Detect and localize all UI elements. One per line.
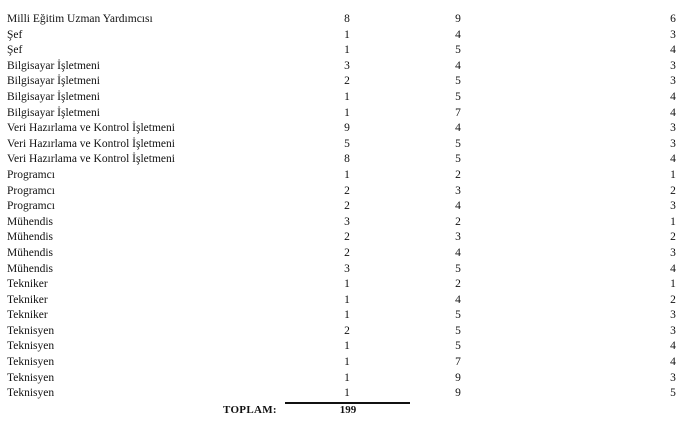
position-title-cell: Teknisyen — [7, 371, 55, 384]
position-title-cell: Programcı — [7, 184, 55, 197]
column-1-value: 3 — [344, 59, 350, 72]
column-2-value: 5 — [455, 340, 461, 353]
column-2-value: 4 — [455, 293, 461, 306]
table-row — [0, 199, 698, 215]
column-1-value: 1 — [344, 309, 350, 322]
column-3-value: 4 — [670, 106, 676, 119]
column-3-value: 1 — [670, 215, 676, 228]
total-value: 199 — [339, 404, 357, 416]
position-title-cell: Teknisyen — [7, 340, 55, 353]
column-2-value: 4 — [455, 28, 461, 41]
column-3-value: 3 — [670, 200, 676, 213]
position-title-cell: Programcı — [7, 168, 55, 181]
table-row — [0, 355, 698, 371]
column-2-value: 5 — [455, 90, 461, 103]
column-1-value: 5 — [344, 137, 350, 150]
column-2-value: 9 — [455, 371, 461, 384]
column-1-value: 1 — [344, 28, 350, 41]
position-title-cell: Teknisyen — [7, 387, 55, 400]
column-2-value: 5 — [455, 137, 461, 150]
column-2-value: 5 — [455, 324, 461, 337]
position-title-cell: Programcı — [7, 200, 55, 213]
position-title-cell: Tekniker — [7, 309, 48, 322]
column-2-value: 5 — [455, 309, 461, 322]
table-row — [0, 371, 698, 387]
column-2-value: 4 — [455, 122, 461, 135]
position-title-cell: Şef — [7, 28, 23, 41]
table-row — [0, 59, 698, 75]
column-3-value: 3 — [670, 324, 676, 337]
table-row — [0, 215, 698, 231]
column-2-value: 4 — [455, 200, 461, 213]
table-row — [0, 262, 698, 278]
table-row — [0, 152, 698, 168]
column-2-value: 2 — [455, 215, 461, 228]
position-title-cell: Bilgisayar İşletmeni — [7, 106, 100, 119]
column-2-value: 5 — [455, 44, 461, 57]
column-1-value: 9 — [344, 122, 350, 135]
column-1-value: 1 — [344, 278, 350, 291]
column-3-value: 4 — [670, 90, 676, 103]
column-3-value: 4 — [670, 153, 676, 166]
column-1-value: 1 — [344, 168, 350, 181]
column-3-value: 3 — [670, 309, 676, 322]
position-title-cell: Teknisyen — [7, 356, 55, 369]
column-3-value: 4 — [670, 340, 676, 353]
column-3-value: 1 — [670, 278, 676, 291]
table-row — [0, 137, 698, 153]
table-row — [0, 230, 698, 246]
column-2-value: 5 — [455, 262, 461, 275]
table-row — [0, 74, 698, 90]
column-2-value: 4 — [455, 246, 461, 259]
table-row — [0, 28, 698, 44]
column-3-value: 3 — [670, 59, 676, 72]
column-3-value: 5 — [670, 387, 676, 400]
position-title-cell: Bilgisayar İşletmeni — [7, 59, 100, 72]
table-row — [0, 43, 698, 59]
column-1-value: 1 — [344, 371, 350, 384]
column-3-value: 1 — [670, 168, 676, 181]
column-2-value: 3 — [455, 231, 461, 244]
position-title-cell: Milli Eğitim Uzman Yardımcısı — [7, 13, 153, 25]
column-1-value: 1 — [344, 44, 350, 57]
column-2-value: 2 — [455, 168, 461, 181]
column-2-value: 7 — [455, 356, 461, 369]
table-row — [0, 339, 698, 355]
column-1-value: 3 — [344, 262, 350, 275]
table-row — [0, 293, 698, 309]
column-3-value: 3 — [670, 137, 676, 150]
table-row — [0, 277, 698, 293]
column-3-value: 3 — [670, 75, 676, 88]
table-row — [0, 324, 698, 340]
column-2-value: 3 — [455, 184, 461, 197]
position-title-cell: Veri Hazırlama ve Kontrol İşletmeni — [7, 122, 175, 135]
table-row — [0, 386, 698, 402]
column-1-value: 2 — [344, 246, 350, 259]
column-2-value: 5 — [455, 75, 461, 88]
position-title-cell: Tekniker — [7, 293, 48, 306]
column-1-value: 1 — [344, 106, 350, 119]
table-row — [0, 308, 698, 324]
position-title-cell: Şef — [7, 44, 23, 57]
position-title-cell: Mühendis — [7, 215, 53, 228]
column-3-value: 3 — [670, 122, 676, 135]
column-1-value: 1 — [344, 293, 350, 306]
staff-table — [0, 12, 698, 402]
table-row — [0, 90, 698, 106]
column-1-value: 2 — [344, 184, 350, 197]
table-row — [0, 246, 698, 262]
column-3-value: 4 — [670, 44, 676, 57]
column-2-value: 2 — [455, 278, 461, 291]
column-1-value: 8 — [344, 13, 350, 25]
column-1-value: 1 — [344, 356, 350, 369]
column-2-value: 4 — [455, 59, 461, 72]
position-title-cell: Teknisyen — [7, 324, 55, 337]
column-3-value: 2 — [670, 231, 676, 244]
column-1-value: 2 — [344, 231, 350, 244]
column-3-value: 4 — [670, 262, 676, 275]
table-row — [0, 168, 698, 184]
column-1-value: 1 — [344, 387, 350, 400]
position-title-cell: Tekniker — [7, 278, 48, 291]
position-title-cell: Bilgisayar İşletmeni — [7, 75, 100, 88]
position-title-cell: Mühendis — [7, 231, 53, 244]
column-3-value: 3 — [670, 371, 676, 384]
column-3-value: 3 — [670, 246, 676, 259]
position-title-cell: Bilgisayar İşletmeni — [7, 90, 100, 103]
column-1-value: 3 — [344, 215, 350, 228]
column-1-value: 2 — [344, 75, 350, 88]
column-1-value: 2 — [344, 324, 350, 337]
table-row — [0, 184, 698, 200]
position-title-cell: Veri Hazırlama ve Kontrol İşletmeni — [7, 137, 175, 150]
column-1-value: 2 — [344, 200, 350, 213]
total-label: TOPLAM: — [223, 404, 277, 416]
table-row — [0, 12, 698, 28]
column-2-value: 9 — [455, 13, 461, 25]
column-3-value: 4 — [670, 356, 676, 369]
column-3-value: 2 — [670, 184, 676, 197]
position-title-cell: Mühendis — [7, 246, 53, 259]
column-2-value: 9 — [455, 387, 461, 400]
table-row — [0, 121, 698, 137]
column-2-value: 5 — [455, 153, 461, 166]
position-title-cell: Mühendis — [7, 262, 53, 275]
column-1-value: 8 — [344, 153, 350, 166]
column-1-value: 1 — [344, 340, 350, 353]
column-2-value: 7 — [455, 106, 461, 119]
table-row — [0, 106, 698, 122]
position-title-cell: Veri Hazırlama ve Kontrol İşletmeni — [7, 153, 175, 166]
column-3-value: 3 — [670, 28, 676, 41]
column-3-value: 6 — [670, 13, 676, 25]
column-1-value: 1 — [344, 90, 350, 103]
column-3-value: 2 — [670, 293, 676, 306]
